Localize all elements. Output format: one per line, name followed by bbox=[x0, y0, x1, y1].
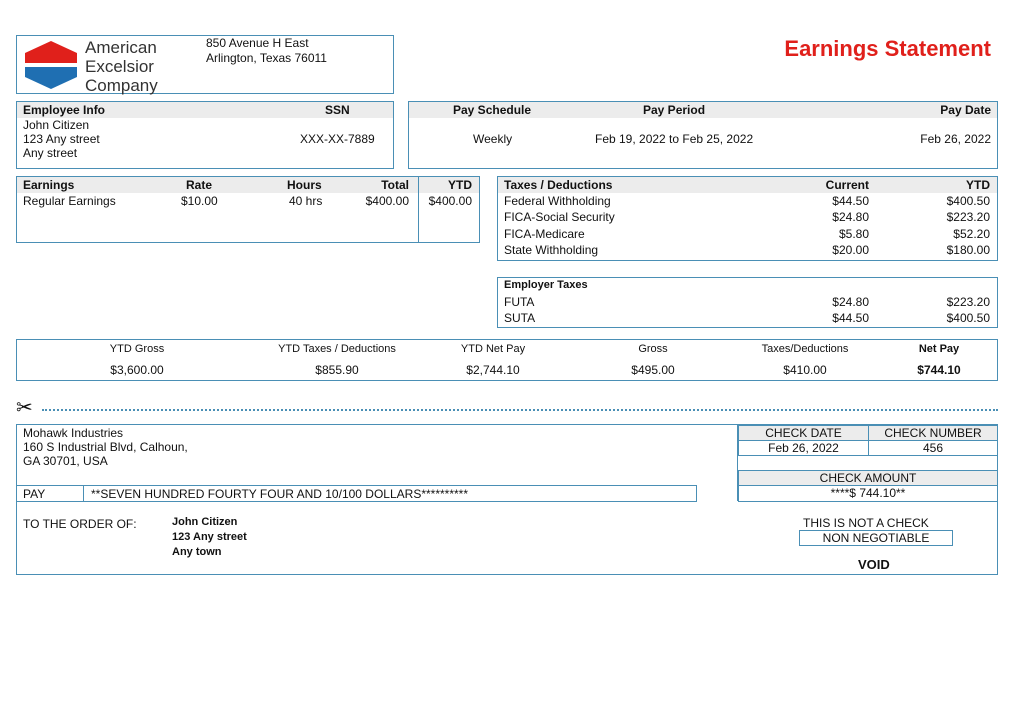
company-address-line2: Arlington, Texas 76011 bbox=[206, 51, 327, 65]
pay-label: PAY bbox=[23, 487, 46, 501]
taxes-col-label: Taxes / Deductions bbox=[504, 178, 613, 192]
logo-text-line3: Company bbox=[85, 76, 158, 95]
pay-line bbox=[17, 485, 697, 502]
void-text: VOID bbox=[858, 557, 890, 572]
employer-tax-ytd: $400.50 bbox=[946, 311, 990, 325]
employer-tax-name: FUTA bbox=[504, 295, 535, 309]
employer-tax-ytd: $223.20 bbox=[946, 295, 990, 309]
earnings-header bbox=[17, 177, 479, 193]
tax-row bbox=[498, 227, 997, 243]
summary-value-ytd-taxes: $855.90 bbox=[315, 363, 359, 377]
ssn-label: SSN bbox=[325, 103, 350, 117]
check-amount-value: ****$ 744.10** bbox=[738, 485, 998, 502]
logo-text-line1: American bbox=[85, 38, 157, 57]
company-logo-icon bbox=[21, 39, 81, 91]
employer-taxes-box bbox=[497, 277, 998, 328]
tax-ytd: $223.20 bbox=[946, 210, 990, 224]
summary-value-ytd-gross: $3,600.00 bbox=[110, 363, 164, 377]
payer-address2: GA 30701, USA bbox=[23, 454, 108, 468]
earnings-box bbox=[16, 176, 480, 243]
tax-current: $24.80 bbox=[832, 210, 869, 224]
summary-value-taxes: $410.00 bbox=[783, 363, 827, 377]
pay-date-value: Feb 26, 2022 bbox=[920, 132, 991, 146]
tax-name: State Withholding bbox=[504, 243, 599, 257]
check-date-label: CHECK DATE bbox=[738, 425, 869, 441]
current-col-label: Current bbox=[825, 178, 869, 192]
employer-tax-row bbox=[498, 311, 997, 327]
earnings-rate: $10.00 bbox=[181, 194, 218, 208]
cut-line bbox=[42, 409, 998, 411]
employer-tax-current: $24.80 bbox=[832, 295, 869, 309]
company-header bbox=[16, 35, 394, 94]
order-of-label: TO THE ORDER OF: bbox=[23, 517, 137, 531]
taxes-ytd-col-label: YTD bbox=[966, 178, 990, 192]
earnings-type: Regular Earnings bbox=[23, 194, 116, 208]
logo-text-line2: Excelsior bbox=[85, 57, 154, 76]
scissors-icon: ✂ bbox=[16, 397, 33, 419]
employee-name: John Citizen bbox=[23, 118, 90, 132]
earnings-col-label: Earnings bbox=[23, 178, 75, 192]
check-amount-label: CHECK AMOUNT bbox=[738, 470, 998, 486]
employee-info-label: Employee Info bbox=[23, 103, 106, 117]
tax-row bbox=[498, 194, 997, 210]
payer-name: Mohawk Industries bbox=[23, 426, 124, 440]
employer-tax-row bbox=[498, 295, 997, 311]
company-address-line1: 850 Avenue H East bbox=[206, 36, 309, 50]
employer-taxes-label: Employer Taxes bbox=[504, 279, 588, 291]
tax-current: $20.00 bbox=[832, 243, 869, 257]
check-number-value: 456 bbox=[868, 440, 998, 456]
summary-label-taxes: Taxes/Deductions bbox=[761, 343, 849, 355]
payer-address1: 160 S Industrial Blvd, Calhoun, bbox=[23, 440, 188, 454]
pay-schedule-box bbox=[408, 101, 998, 169]
summary-label-gross: Gross bbox=[638, 343, 668, 355]
check-box bbox=[16, 424, 998, 575]
employer-tax-current: $44.50 bbox=[832, 311, 869, 325]
tax-row bbox=[498, 243, 997, 259]
ytd-col-label: YTD bbox=[448, 178, 472, 192]
summary-label-ytd-gross: YTD Gross bbox=[109, 343, 165, 355]
summary-label-ytd-taxes: YTD Taxes / Deductions bbox=[278, 343, 396, 355]
payee-street: 123 Any street bbox=[172, 531, 247, 543]
summary-value-net-pay: $744.10 bbox=[917, 363, 961, 377]
payee-town: Any town bbox=[172, 546, 222, 558]
summary-value-gross: $495.00 bbox=[631, 363, 675, 377]
pay-amount-words: **SEVEN HUNDRED FOURTY FOUR AND 10/100 DOLLARS********** bbox=[91, 487, 469, 501]
tax-ytd: $52.20 bbox=[953, 227, 990, 241]
not-a-check-text: THIS IS NOT A CHECK bbox=[803, 516, 929, 530]
tax-row bbox=[498, 210, 997, 226]
employee-info-box bbox=[16, 101, 394, 169]
check-date-value: Feb 26, 2022 bbox=[738, 440, 869, 456]
tax-name: Federal Withholding bbox=[504, 194, 611, 208]
earnings-row bbox=[17, 194, 479, 210]
rate-col-label: Rate bbox=[186, 178, 213, 192]
page-title: Earnings Statement bbox=[784, 36, 991, 61]
earnings-total: $400.00 bbox=[365, 194, 409, 208]
employee-info-header bbox=[17, 102, 393, 118]
pay-period-value: Feb 19, 2022 to Feb 25, 2022 bbox=[595, 132, 754, 146]
non-negotiable-badge: NON NEGOTIABLE bbox=[799, 530, 953, 546]
summary-label-net-pay: Net Pay bbox=[918, 343, 960, 355]
tax-name: FICA-Medicare bbox=[504, 227, 585, 241]
payee-name: John Citizen bbox=[172, 516, 238, 528]
pay-schedule-header bbox=[409, 102, 997, 118]
earnings-hours: 40 hrs bbox=[289, 194, 323, 208]
summary-box bbox=[16, 339, 998, 381]
earnings-ytd: $400.00 bbox=[428, 194, 472, 208]
taxes-box bbox=[497, 176, 998, 261]
employee-street2: Any street bbox=[23, 146, 78, 160]
employer-tax-name: SUTA bbox=[504, 311, 536, 325]
tax-current: $5.80 bbox=[838, 227, 869, 241]
employee-ssn: XXX-XX-7889 bbox=[300, 132, 375, 146]
tax-current: $44.50 bbox=[832, 194, 869, 208]
pay-date-label: Pay Date bbox=[940, 103, 991, 117]
hours-col-label: Hours bbox=[287, 178, 322, 192]
check-number-label: CHECK NUMBER bbox=[868, 425, 998, 441]
tax-ytd: $180.00 bbox=[946, 243, 990, 257]
summary-label-ytd-net: YTD Net Pay bbox=[460, 343, 526, 355]
tax-ytd: $400.50 bbox=[946, 194, 990, 208]
employee-street: 123 Any street bbox=[23, 132, 100, 146]
pay-schedule-label: Pay Schedule bbox=[453, 103, 532, 117]
tax-name: FICA-Social Security bbox=[504, 210, 615, 224]
summary-value-ytd-net: $2,744.10 bbox=[466, 363, 520, 377]
pay-schedule-value: Weekly bbox=[473, 132, 513, 146]
pay-period-label: Pay Period bbox=[643, 103, 706, 117]
total-col-label: Total bbox=[381, 178, 409, 192]
taxes-header bbox=[498, 177, 997, 193]
